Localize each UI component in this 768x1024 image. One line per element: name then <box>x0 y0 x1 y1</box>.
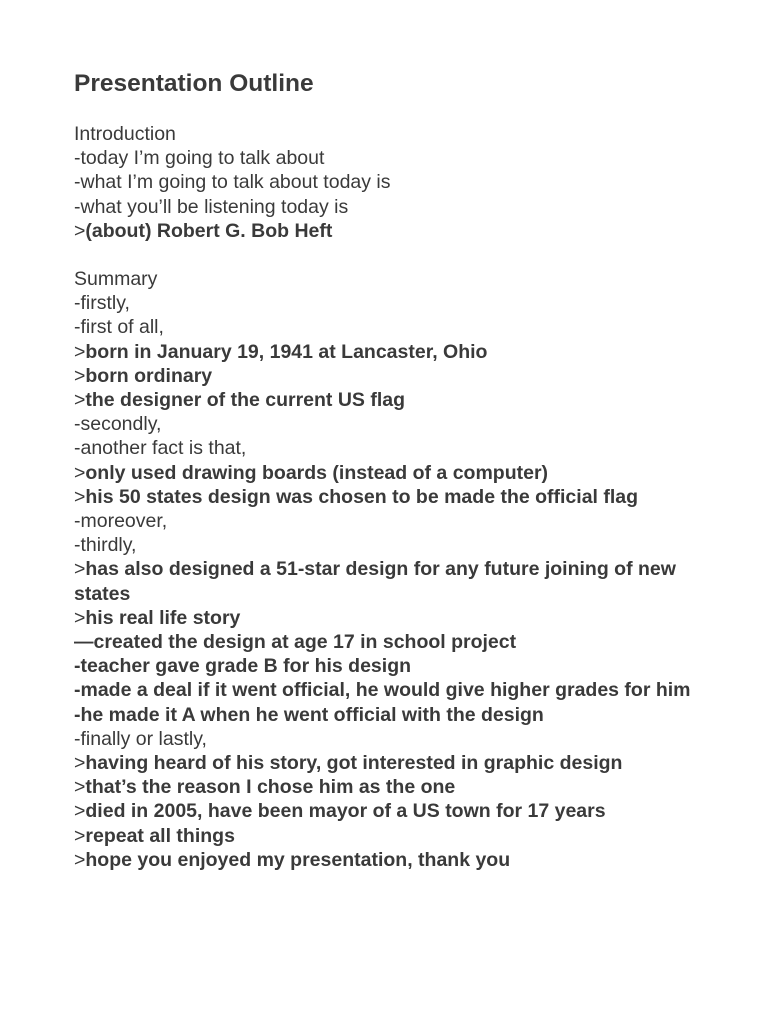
outline-line <box>74 775 714 799</box>
outline-line <box>74 557 714 605</box>
outline-line-text: his 50 states design was chosen to be made the official flag <box>85 485 639 508</box>
outline-line <box>74 146 714 170</box>
bullet-marker: > <box>74 340 86 363</box>
outline-line-text: —created the design at age 17 in school project <box>74 631 517 654</box>
outline-line <box>74 630 714 654</box>
outline-line <box>74 388 714 412</box>
outline-line-text: -first of all, <box>74 316 164 339</box>
outline-line-text: -secondly, <box>74 413 162 436</box>
bullet-marker: > <box>74 364 86 387</box>
outline-line <box>74 799 714 823</box>
outline-line <box>74 267 714 291</box>
outline-line-text: having heard of his story, got interested in graphic design <box>85 752 623 775</box>
outline-line-text: born in January 19, 1941 at Lancaster, Ohio <box>85 340 488 363</box>
bullet-marker: > <box>74 800 86 823</box>
outline-line <box>74 703 714 727</box>
outline-line <box>74 195 714 219</box>
outline-line-text: Introduction <box>74 123 176 145</box>
bullet-marker: > <box>74 752 86 775</box>
outline-line <box>74 751 714 775</box>
bullet-marker: > <box>74 824 86 847</box>
outline-line-text: -moreover, <box>74 510 168 533</box>
outline-line-text: born ordinary <box>85 364 213 387</box>
bullet-marker: > <box>74 485 86 508</box>
outline-line <box>74 727 714 751</box>
outline-line-text: -teacher gave grade B for his design <box>74 655 412 678</box>
outline-line-text: -he made it A when he went official with the design <box>74 703 544 726</box>
outline-line <box>74 848 714 872</box>
outline-line-text: Summary <box>74 268 158 291</box>
outline-line-text: -firstly, <box>74 292 130 315</box>
outline-line <box>74 291 714 315</box>
bullet-marker: > <box>74 606 86 629</box>
outline-line-text: the designer of the current US flag <box>85 389 406 412</box>
outline-line-text: -finally or lastly, <box>74 727 207 750</box>
outline-line <box>74 824 714 848</box>
bullet-marker: > <box>74 558 86 581</box>
outline-line <box>74 315 714 339</box>
outline-line <box>74 219 714 243</box>
outline-line-text: repeat all things <box>85 824 235 847</box>
outline-line-text: -what you’ll be listening today is <box>74 195 349 218</box>
outline-line-text: -thirdly, <box>74 534 137 557</box>
outline-line-text: -made a deal if it went official, he would give higher grades for him <box>74 679 691 702</box>
outline-line-text: that’s the reason I chose him as the one <box>85 776 456 799</box>
document-page <box>74 66 714 896</box>
outline-line-text: his real life story <box>85 606 241 629</box>
bullet-marker: > <box>74 848 86 871</box>
outline-line-text: died in 2005, have been mayor of a US town for 17 years <box>85 800 606 823</box>
outline-body <box>74 122 714 872</box>
outline-line-text: has also designed a 51-star design for any future joining of new states <box>74 558 676 605</box>
outline-line-text: -today I’m going to talk about <box>74 147 325 170</box>
bullet-marker: > <box>74 389 86 412</box>
section-introduction <box>74 122 714 243</box>
document-title: Presentation Outline <box>74 70 314 97</box>
outline-line <box>74 340 714 364</box>
outline-line <box>74 436 714 460</box>
bullet-marker: > <box>74 219 86 242</box>
bullet-marker: > <box>74 776 86 799</box>
outline-line-text: hope you enjoyed my presentation, thank you <box>85 848 511 871</box>
outline-line <box>74 678 714 702</box>
outline-line-text: -what I’m going to talk about today is <box>74 171 391 194</box>
outline-line <box>74 122 714 146</box>
outline-line <box>74 412 714 436</box>
outline-line <box>74 509 714 533</box>
outline-line <box>74 533 714 557</box>
outline-line-text: (about) Robert G. Bob Heft <box>85 219 333 242</box>
outline-line <box>74 461 714 485</box>
outline-line <box>74 170 714 194</box>
section-summary <box>74 267 714 872</box>
outline-line <box>74 364 714 388</box>
outline-line <box>74 654 714 678</box>
outline-line-text: only used drawing boards (instead of a computer) <box>85 461 549 484</box>
outline-line <box>74 606 714 630</box>
outline-line <box>74 485 714 509</box>
outline-line-text: -another fact is that, <box>74 437 247 460</box>
bullet-marker: > <box>74 461 86 484</box>
